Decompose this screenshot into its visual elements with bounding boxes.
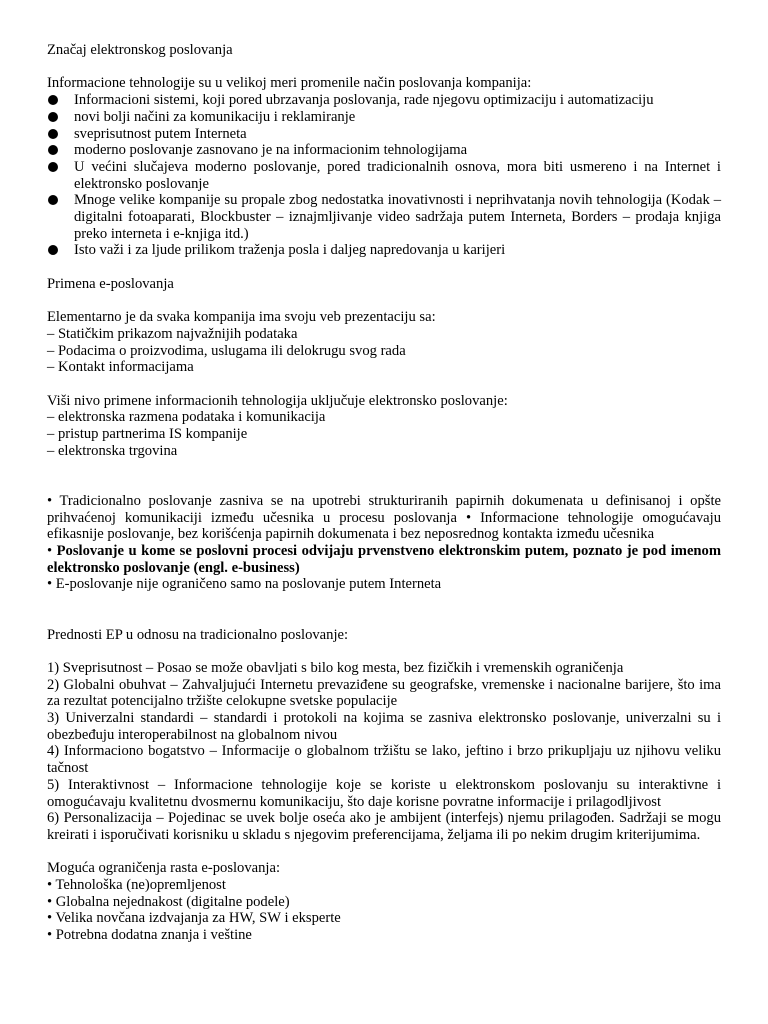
bold-definition: • Poslovanje u kome se poslovni procesi odvijaju prvenstveno elektronskim putem, poznato je pod imenom elektronsko poslovanje (engl. e-business) — [47, 543, 721, 576]
limit-item: • Tehnološka (ne)opremljenost — [47, 877, 226, 894]
advantage-item: 6) Personalizacija – Pojedinac se uvek bolje oseća ako je ambijent (interfejs) njemu prilagođen. Sadržaji se mogu kreirati i isporučivati korisniku u skladu s njegovim preferencijama, željama ili po nekim drugim kriterijumima. — [47, 810, 721, 843]
bullet-icon — [48, 112, 58, 122]
advantage-item: 2) Globalni obuhvat – Zahvaljujući Internetu prevaziđene su geografske, vremenske i nacionalne barijere, što ima za rezultat potencijalno tržište celokupne svetske populacije — [47, 676, 721, 710]
intro-text: Informacione tehnologije su u velikoj meri promenile način poslovanja kompanija: — [47, 75, 532, 92]
higher-item: – pristup partnerima IS kompanije — [47, 426, 248, 443]
list-item: Informacioni sistemi, koji pored ubrzavanja poslovanja, rade njegovu optimizaciju i automatizaciju — [47, 92, 721, 109]
bullet-icon — [48, 162, 58, 172]
list-item: novi bolji načini za komunikaciju i reklamiranje — [47, 109, 721, 126]
advantages-heading: Prednosti EP u odnosu na tradicionalno poslovanje: — [47, 626, 349, 643]
basic-intro: Elementarno je da svaka kompanija ima svoju veb prezentaciju sa: — [47, 309, 436, 326]
section-heading-primena: Primena e-poslovanja — [47, 275, 174, 292]
basic-item: – Statičkim prikazom najvažnijih podataka — [47, 325, 298, 342]
advantage-item: 4) Informaciono bogatstvo – Informacije o globalnom tržištu se lako, jeftino i brzo prikupljaju uz njihovu veliku tačnost — [47, 743, 721, 777]
higher-intro: Viši nivo primene informacionih tehnologija uključuje elektronsko poslovanje: — [47, 392, 508, 409]
limit-item: • Globalna nejednakost (digitalne podele) — [47, 893, 290, 910]
bullet-icon — [48, 195, 58, 205]
list-item: Isto važi i za ljude prilikom traženja posla i daljeg napredovanja u karijeri — [47, 242, 721, 259]
higher-item: – elektronska razmena podataka i komunikacija — [47, 409, 326, 426]
limit-item: • Potrebna dodatna znanja i veštine — [47, 927, 252, 944]
bullet-icon — [48, 245, 58, 255]
ep-limit-text: • E-poslovanje nije ograničeno samo na poslovanje putem Interneta — [47, 576, 442, 593]
list-item: moderno poslovanje zasnovano je na informacionim tehnologijama — [47, 142, 721, 159]
advantage-item: 5) Interaktivnost – Informacione tehnologije koje se koriste u elektronskom poslovanju su interaktivne i omogućavaju kvalitetnu dvosmernu komunikaciju, što daje korisne povratne informacije i prilagodljivost — [47, 776, 721, 810]
limit-item: • Velika novčana izdvajanja za HW, SW i eksperte — [47, 910, 341, 927]
list-item: sveprisutnost putem Interneta — [47, 126, 721, 143]
list-item: Mnoge velike kompanije su propale zbog nedostatka inovativnosti i neprihvatanja novih tehnologija (Kodak – digitalni fotoaparati, Blockbuster – iznajmljivanje video sadržaja putem Interneta, Borders – prodaja knjiga preko interneta i e-knjiga itd.) — [47, 192, 721, 242]
bullet-icon — [48, 95, 58, 105]
basic-item: – Kontakt informacijama — [47, 359, 194, 376]
document-page — [47, 42, 721, 944]
higher-item: – elektronska trgovina — [47, 442, 178, 459]
traditional-paragraph: • Tradicionalno poslovanje zasniva se na upotrebi strukturiranih papirnih dokumenata u definisanoj i opšte prihvaćenoj komunikaciji između učesnika u procesu poslovanja • Informacione tehnologije omogućavaju efikasnije poslovanje, bez korišćenja papirnih dokumenata i bez neposrednog kontakta između učesnika — [47, 492, 721, 543]
bullet-list — [47, 92, 721, 259]
limits-heading: Moguća ograničenja rasta e-poslovanja: — [47, 860, 281, 877]
list-item: U većini slučajeva moderno poslovanje, pored tradicionalnih osnova, mora biti usmereno i na Internet i elektronsko poslovanje — [47, 159, 721, 192]
page-title: Značaj elektronskog poslovanja — [47, 42, 233, 58]
advantage-item: 1) Sveprisutnost – Posao se može obavljati s bilo kog mesta, bez fizičkih i vremenskih ograničenja — [47, 659, 624, 676]
advantage-item: 3) Univerzalni standardi – standardi i protokoli na kojima se zasniva elektronsko poslovanje, univerzalni su i obezbeđuju interoperabilnost na globalnom nivou — [47, 710, 721, 743]
bullet-icon — [48, 145, 58, 155]
basic-item: – Podacima o proizvodima, uslugama ili delokrugu svog rada — [47, 342, 406, 359]
bullet-icon — [48, 129, 58, 139]
